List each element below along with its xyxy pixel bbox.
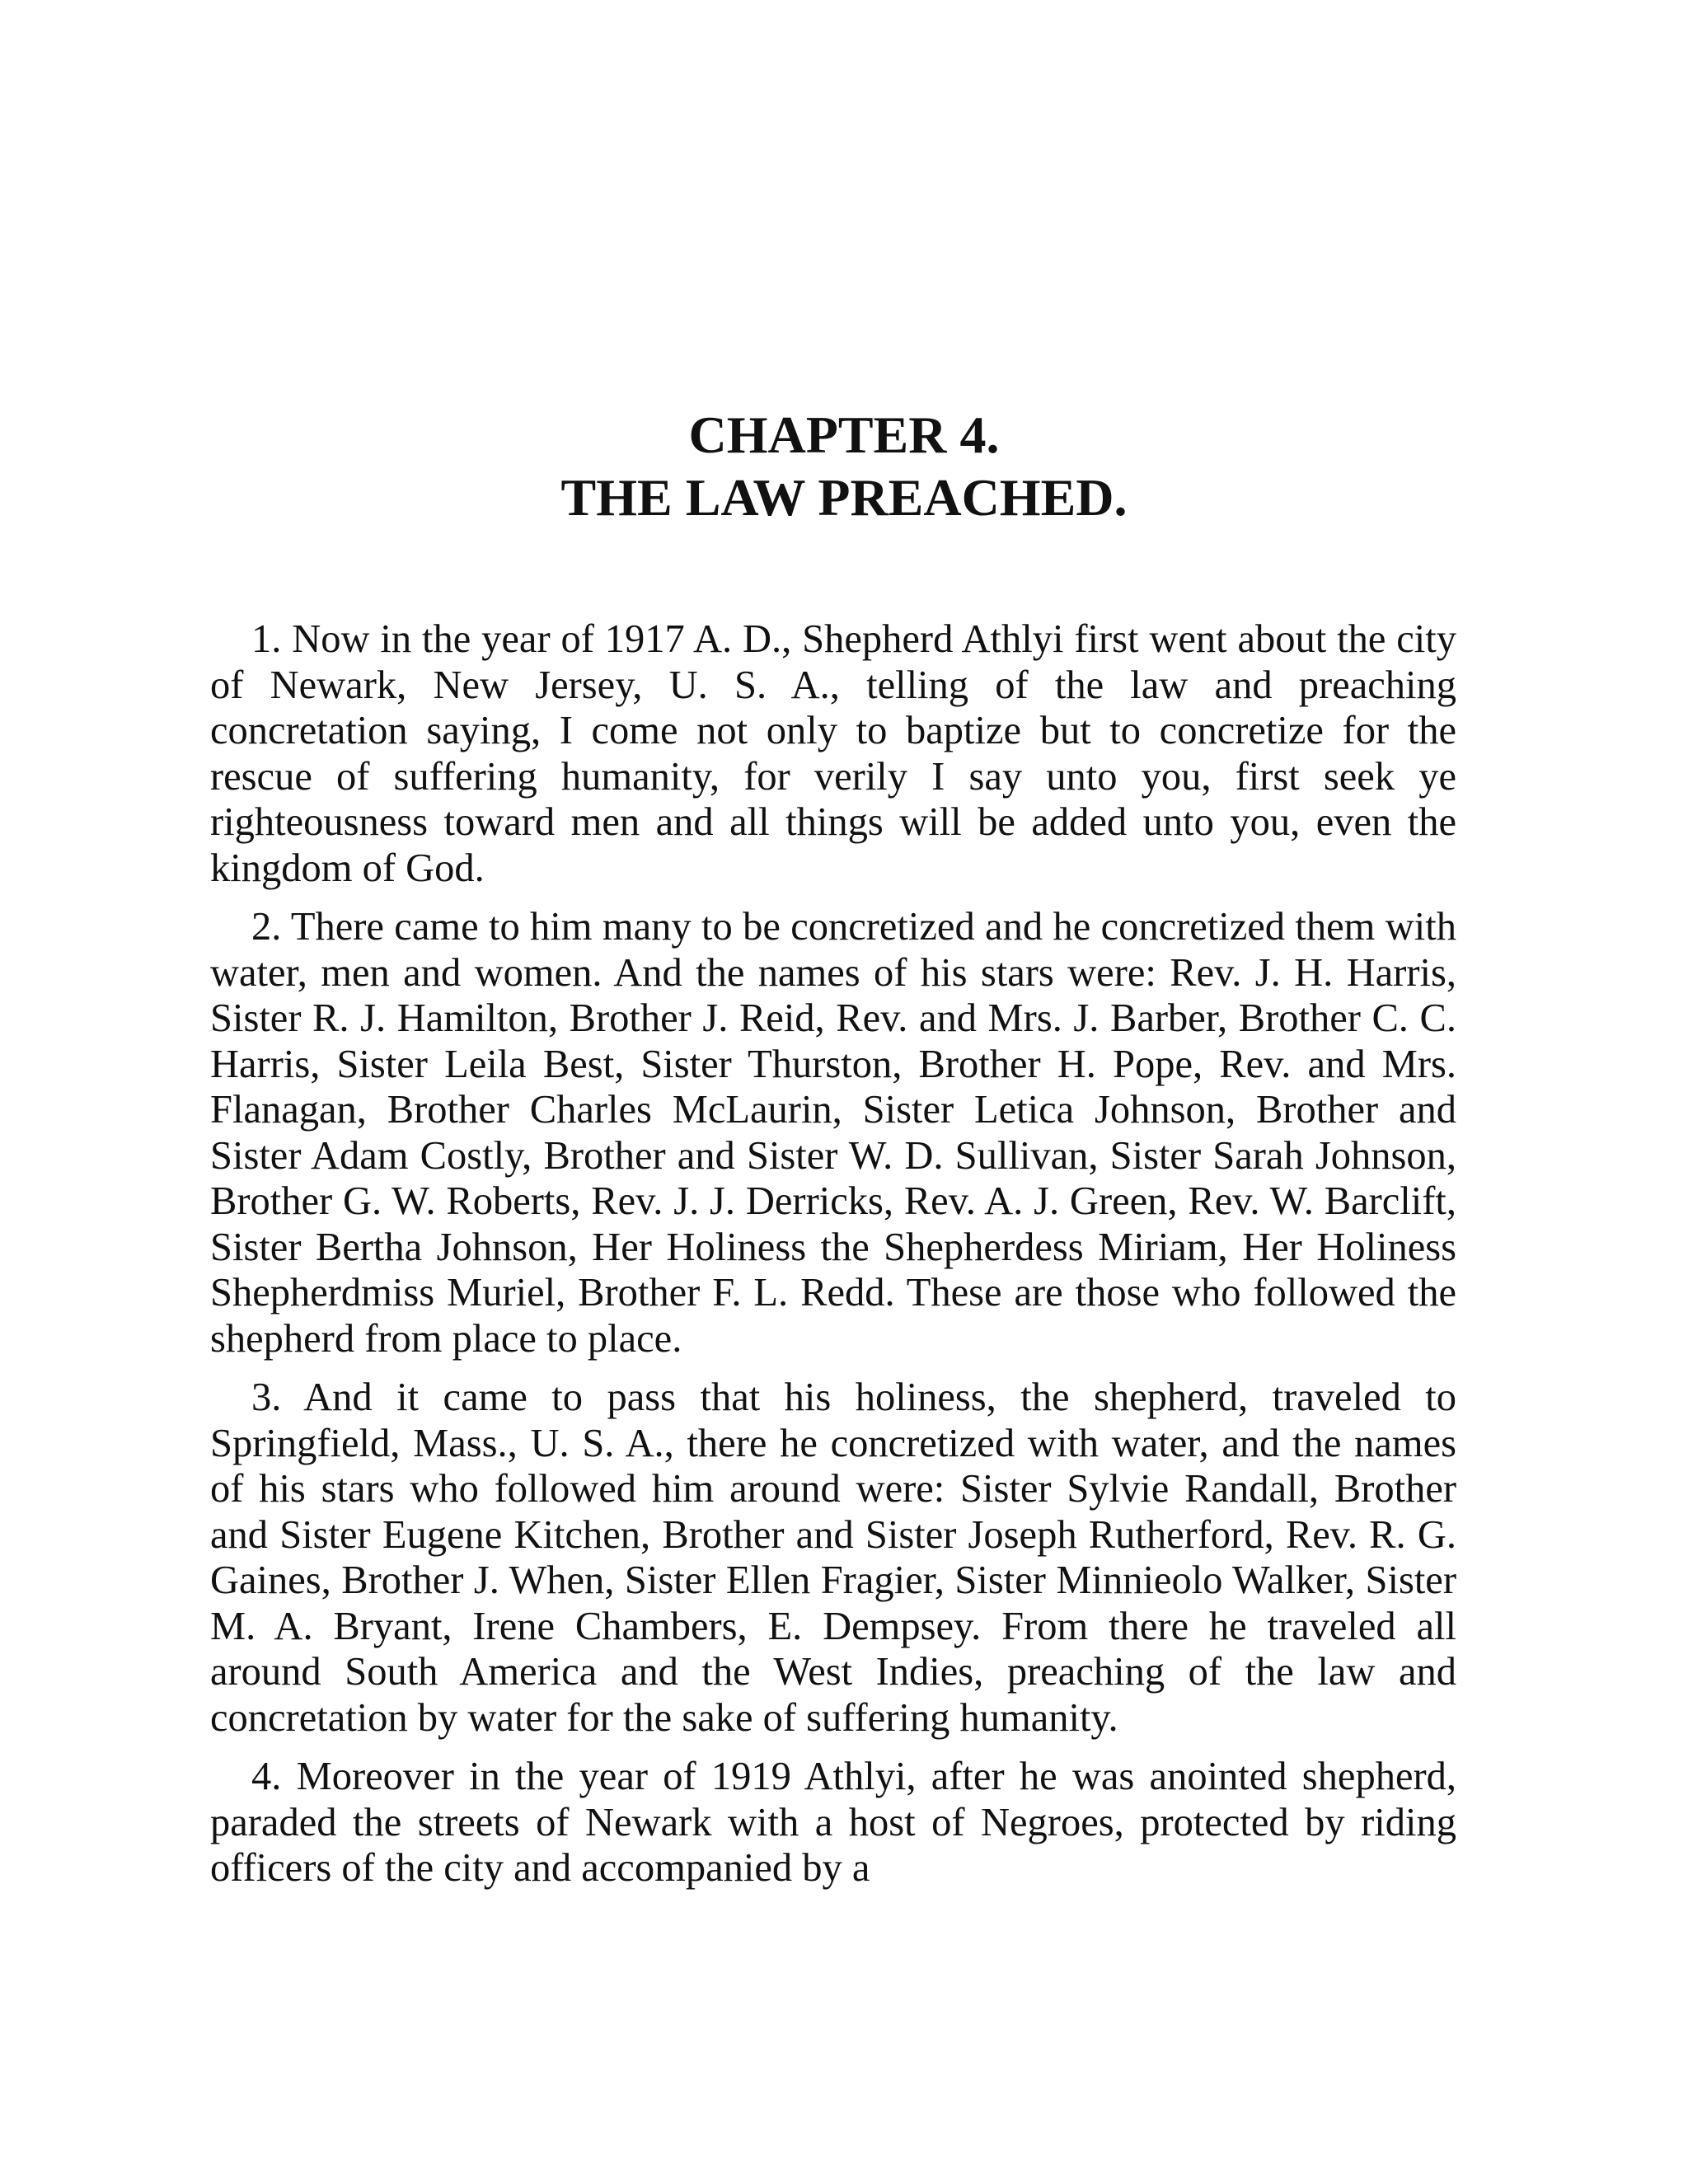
chapter-number: CHAPTER 4.: [688, 405, 1000, 464]
verse-1: 1. Now in the year of 1917 A. D., Shepherd Athlyi first went about the city of Newark, New Jersey, U. S. A., telling of the law and preaching concretation saying, I come not only to baptize but to concretize for the rescue of suffering humanity, for verily I say unto you, first seek ye righteousness toward men and all things will be added unto you, even the kingdom of God.: [210, 617, 1456, 890]
chapter-heading: [0, 404, 1688, 529]
chapter-title: THE LAW PREACHED.: [560, 468, 1128, 527]
verse-4: 4. Moreover in the year of 1919 Athlyi, after he was anointed shepherd, paraded the streets of Newark with a host of Negroes, protected by riding officers of the city and accompanied by a: [210, 1755, 1456, 1890]
verse-3: 3. And it came to pass that his holiness, the shepherd, traveled to Springfield, Mass., U. S. A., there he concretized with water, and the names of his stars who followed him around were: Sister Sylvie Randall, Brother and Sister Eugene Kitchen, Brother and Sister Joseph Rutherford, Rev. R. G. Gaines, Brother J. When, Sister Ellen Fragier, Sister Minnieolo Walker, Sister M. A. Bryant, Irene Chambers, E. Dempsey. From there he traveled all around South America and the West Indies, preaching of the law and concretation by water for the sake of suffering humanity.: [210, 1376, 1456, 1740]
verse-2: 2. There came to him many to be concretized and he concretized them with water, men and women. And the names of his stars were: Rev. J. H. Harris, Sister R. J. Hamilton, Brother J. Reid, Rev. and Mrs. J. Barber, Brother C. C. Harris, Sister Leila Best, Sister Thurston, Brother H. Pope, Rev. and Mrs. Flanagan, Brother Charles McLaurin, Sister Letica Johnson, Brother and Sister Adam Costly, Brother and Sister W. D. Sullivan, Sister Sarah Johnson, Brother G. W. Roberts, Rev. J. J. Derricks, Rev. A. J. Green, Rev. W. Barclift, Sister Bertha Johnson, Her Holiness the Shepherdess Miriam, Her Holiness Shepherdmiss Muriel, Brother F. L. Redd. These are those who followed the shepherd from place to place.: [210, 905, 1456, 1361]
chapter-body: [210, 616, 1456, 1905]
